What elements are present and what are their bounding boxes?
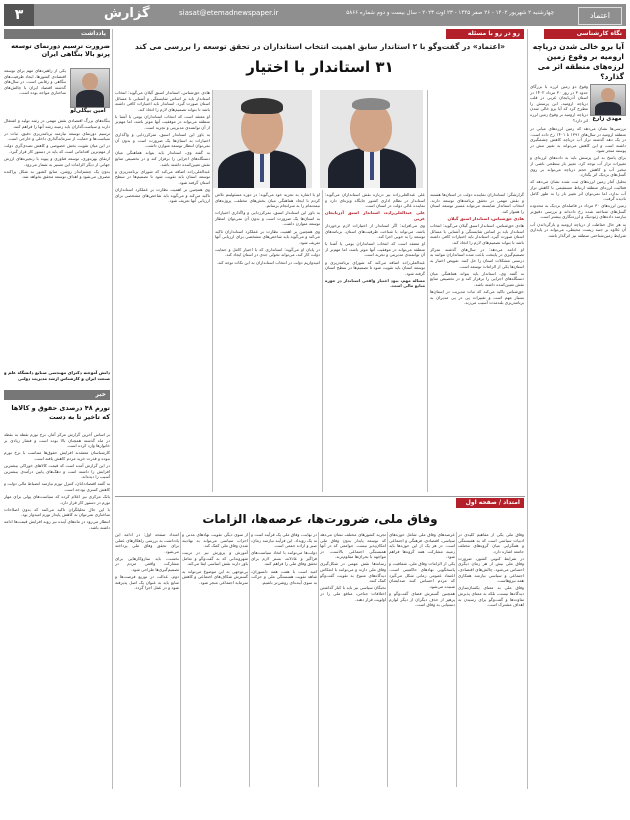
paragraph: نخبگان سیاسی نیز باید با کنار گذاشتن اختلافات جناحی، منافع ملی را در اولویت قرار دهند. bbox=[320, 585, 386, 602]
bottom-article-col-6 bbox=[115, 532, 179, 787]
paragraph: بی‌توجهی به این موضوع می‌تواند به گسترش شکاف‌های اجتماعی و کاهش سرمایه اجتماعی منجر شود. bbox=[182, 568, 248, 585]
paragraph: وی همچنین بر اهمیت نظارت بر عملکرد استانداران تاکید می‌کند و می‌گوید باید شاخص‌های مشخصی برای ارزیابی آنها تعریف شود. bbox=[115, 187, 210, 204]
paragraph: بدون یک چشم‌انداز روشن، منابع کشور به شکل پراکنده مصرف می‌شود و اهداف توسعه محقق نخواهد شد. bbox=[4, 168, 110, 180]
paragraph: از سوی دیگر، تقویت نهادهای مدنی و احزاب سیاسی می‌تواند به نهادینه شدن وفاق ملی کمک کند. bbox=[182, 532, 248, 549]
site-address[interactable]: siasat@etemadnewspaper.ir bbox=[179, 9, 279, 17]
right-column-body bbox=[530, 126, 626, 784]
paragraph: به باور این استاندار اسبق، تمرکززدایی و واگذاری اختیارات به استان‌ها یک ضرورت است و بدون آن نمی‌توان انتظار توسعه متوازن داشت. bbox=[115, 132, 210, 149]
column-divider bbox=[427, 90, 428, 492]
bottom-article-col-5 bbox=[182, 532, 248, 787]
left-column-strip: یادداشت bbox=[4, 29, 110, 39]
paragraph: ترسیم دورنمای توسعه نیازمند برنامه‌ریزی دقیق، ثبات در سیاست‌ها و حمایت از سرمایه‌گذاری داخلی و خارجی است. bbox=[4, 130, 110, 142]
column-divider bbox=[318, 532, 319, 787]
news-headline: تورم ۴۸ درصدی حقوق و کالاها که تاخیر تا به دست bbox=[11, 404, 110, 421]
paragraph: او ادامه می‌دهد: در سال‌های گذشته تمرکز تصمیم‌گیری در پایتخت باعث شده استانداران نتوانند به درستی مشکلات استان را حل کنند. تفویض اختیار به استان‌ها یکی از الزامات توسعه است. bbox=[430, 246, 524, 269]
paragraph: عبدالعلی‌زاده اضافه می‌کند که شورای برنامه‌ریزی و توسعه استان باید تقویت شود تا تصمیم‌ها در سطح استان گرفته شود. bbox=[325, 259, 425, 276]
paragraph: آموزش و پرورش نیز در تربیت شهروندانی که به گفت‌وگو و تعامل باور دارند نقش اساسی ایفا می‌کند. bbox=[182, 550, 248, 567]
paragraph: رسانه‌ها نقش مهمی در شکل‌گیری وفاق ملی دارند و می‌توانند با انعکاس دیدگاه‌های متنوع به تقویت گفت‌وگو کمک کنند. bbox=[320, 561, 386, 584]
paragraph: بررسی‌ها نشان می‌دهد که زمین لرزه‌های میانی در منطقه ارومیه در سال‌های ۱۳۹۱ تا ۱۴۰۱ رخ داده است. در یک دهه گذشته تراز آب دریاچه کاهش چشمگیری داشته است و این کاهش می‌تواند به تغییر تنش در پوسته منجر شود. bbox=[530, 126, 626, 154]
paragraph: به گفته وی، استاندار باید بتواند هماهنگی میان دستگاه‌های اجرایی را برقرار کند و در تخصیص منابع نقش تعیین‌کننده داشته باشد. bbox=[430, 270, 524, 287]
paragraph: کارشناسان معتقدند افزایش حقوق‌ها متناسب با نرخ تورم نبوده و قدرت خرید مردم کاهش یافته است. bbox=[4, 450, 110, 461]
paragraph: ارتقای بهره‌وری، توسعه فناوری و پیوند با زنجیره‌های ارزش جهانی از دیگر الزامات این مسیر به شمار می‌رود. bbox=[4, 156, 110, 167]
column-divider bbox=[249, 532, 250, 787]
bottom-article-headline: وفاق ملی، ضرورت‌ها، عرصه‌ها، الزامات bbox=[202, 512, 438, 526]
right-column-strip: نگاه کارشناسی bbox=[544, 29, 626, 39]
left-column-note: دانش آموخته دکترای مهندسی صنایع دانشگاه علم و صنعت ایران و کارشناس ارشد مدیریت دولتی bbox=[4, 370, 110, 381]
official-photo-left bbox=[212, 90, 312, 188]
paragraph: دوم، عدالت در توزیع فرصت‌ها و منابع باید به عنوان یک اصل پذیرفته شود و در عمل اجرا گردد. bbox=[115, 574, 179, 591]
section-title: گزارش bbox=[104, 6, 150, 21]
main-article-kicker: «اعتماد» در گفت‌وگو با ۲ استاندار سابق اهمیت انتخاب استانداران در تحقق توسعه را بررسی می کند bbox=[134, 42, 506, 51]
paragraph: به باور این استاندار اسبق، تمرکززدایی و واگذاری اختیارات به استان‌ها یک ضرورت است و بدون آن نمی‌توان انتظار توسعه متوازن داشت. bbox=[215, 210, 320, 227]
paragraph: همچنین گسترش فضای گفت‌وگو و پرهیز از حذف دیگران از دیگر لوازم دستیابی به وفاق است. bbox=[389, 590, 455, 608]
paragraph: به هر حال حفاظت از دریاچه ارومیه و بازگرداندن آب آن علاوه بر جنبه زیست محیطی، می‌تواند در پایداری شرایط زمین‌شناختی منطقه نیز اثرگذار باشد. bbox=[530, 221, 626, 238]
paragraph: دولت‌ها می‌توانند با اتخاذ سیاست‌های فراگیر و عادلانه، بستر لازم برای تحقق وفاق ملی را فراهم کنند. bbox=[251, 550, 317, 567]
left-column-body bbox=[4, 118, 110, 368]
page-number: ۳ bbox=[4, 4, 34, 26]
right-column-headline: آیا برو خالی شدن دریاچه ارومیه بر وقوع زمین لرزه‌های منطقه اثر می گذارد؟ bbox=[532, 42, 624, 81]
official-photo-right bbox=[320, 90, 423, 188]
paragraph: به گفته اقتصاددانان، کنترل تورم نیازمند انضباط مالی دولت و کاهش کسری بودجه است. bbox=[4, 481, 110, 492]
paragraph: در شرایط کنونی کشور، ضرورت وفاق ملی بیش از هر زمان دیگری احساس می‌شود. چالش‌های اقتصادی، اجتماعی و سیاسی نیازمند همکاری همه نیروهاست. bbox=[458, 555, 524, 584]
author-avatar-left bbox=[70, 68, 110, 108]
column-divider bbox=[387, 532, 388, 787]
column-divider bbox=[212, 90, 213, 492]
author-avatar-right bbox=[590, 84, 626, 116]
paragraph: زمین لرزه‌های ۳۰ مرداد در فاصله‌ای نزدیک به محدوده گسل‌های شناخته شده رخ داده‌اند و بررسی دقیق‌تر نیازمند داده‌های ژئودتیک و لرزه‌نگاری بیشتر است. bbox=[530, 203, 626, 220]
left-column-author: امین بیگلی‌لو bbox=[70, 108, 106, 114]
bottom-article-strip: امتداد / صفحه اول bbox=[456, 498, 524, 508]
paragraph: وقوع دو زمین لرزه با بزرگای حدود ۳ در روز ۳۰ مرداد ۱۴۰۲ در استان آذربایجان غربی در قلب دریاچه ارومیه، این پرسش را مطرح کرد که آیا برو خالی شدن دریاچه ارومیه بر وقوع زمین لرزه اثر دارد؟ bbox=[530, 84, 588, 123]
paragraph: تجربه کشورهای مختلف نشان می‌دهد که توسعه پایدار بدون وفاق ملی امکان‌پذیر نیست. جوامعی که در آنها همبستگی اجتماعی بالاست، در مواجهه با بحران‌ها مقاوم‌ترند. bbox=[320, 532, 386, 560]
main-article-col-2 bbox=[325, 192, 425, 492]
date-line: چهارشنبه ۲ شهریور ۱۴۰۲ - ۲۶ صفر ۱۴۴۵ - ۲۳ اوت ۲۰۲۳ - سال بیست و دوم شماره ۵۸۶۶ bbox=[346, 10, 554, 16]
paragraph: امیدواریم دولت در انتخاب استانداران به این نکات توجه کند. bbox=[216, 259, 320, 265]
column-divider bbox=[112, 29, 113, 789]
left-column-intro bbox=[4, 68, 66, 116]
left-column-headline: ضرورت ترسیم دورنمای توسعه پرتو بالا بنگاهی ایران bbox=[11, 42, 110, 58]
main-article-strip: رو در رو با مسئله bbox=[446, 29, 524, 39]
paragraph: هادی حق‌شناس، استاندار اسبق گیلان می‌گوید: انتخاب استاندار باید بر اساس شایستگی و آشنایی با مسائل استان صورت گیرد. استاندار باید اختیارات کافی داشته باشد تا بتواند تصمیم‌های لازم را اتخاذ کند. bbox=[115, 90, 210, 112]
column-divider bbox=[322, 190, 323, 492]
bottom-article-col-2 bbox=[389, 532, 455, 787]
paragraph: بر اساس آخرین گزارش مرکز آمار، نرخ تورم نقطه به نقطه در ماه گذشته همچنان بالا بوده است و فشار زیادی بر خانوارها وارد کرده است. bbox=[4, 432, 110, 449]
main-article-col-1 bbox=[430, 192, 524, 492]
paragraph: بنگاه‌های بزرگ اقتصادی نقش مهمی در رشد تولید و اشتغال دارند و سیاست‌گذاران باید زمینه رشد آنها را فراهم کنند. bbox=[4, 118, 110, 129]
main-article-col-4 bbox=[115, 90, 210, 492]
section-divider bbox=[115, 496, 525, 497]
paragraph: یکی از الزامات وفاق ملی، شفافیت و پاسخگویی نهادهای حاکمیتی است. اعتماد عمومی زمانی شکل می‌گیرد که مردم احساس کنند صدایشان شنیده می‌شود. bbox=[389, 561, 455, 589]
paragraph: برای پاسخ به این پرسش باید به داده‌های لرزه‌ای و تغییرات تراز آب توجه کرد. تغییر بار سطحی ناشی از تبخیر آب و کاهش حجم دریاچه می‌تواند بر روی گسل‌های نزدیک اثر بگذارد. bbox=[530, 155, 626, 178]
column-divider bbox=[456, 532, 457, 787]
main-article-col-3 bbox=[215, 192, 320, 492]
paragraph: بانک مرکزی نیز اعلام کرده که سیاست‌های پولی برای مهار تورم در دستور کار قرار دارد. bbox=[4, 493, 110, 505]
paragraph: به گفته وی، استاندار باید بتواند هماهنگی میان دستگاه‌های اجرایی را برقرار کند و در تخصیص منابع نقش تعیین‌کننده داشته باشد. bbox=[115, 150, 210, 167]
main-article-headline: ۳۱ استاندار با اختیار bbox=[246, 58, 394, 76]
paragraph: امتداد صفحه اول: در ادامه این یادداشت به بررسی راهکارهای عملی برای تحقق وفاق ملی پرداخته می‌شود. bbox=[115, 532, 179, 554]
paragraph: امید است با همت همه دلسوزان، شاهد تقویت همبستگی ملی و حرکت به سوی آینده‌ای روشن‌تر باشیم. bbox=[251, 568, 317, 585]
paragraph: با این حال تحلیلگران تاکید می‌کنند که بدون اصلاحات ساختاری نمی‌توان به کاهش پایدار تورم امیدوار بود. bbox=[4, 506, 110, 518]
page-header bbox=[4, 4, 626, 26]
paragraph: وی همچنین بر اهمیت نظارت بر عملکرد استانداران تاکید می‌کند و می‌گوید باید شاخص‌های مشخصی برای ارزیابی آنها تعریف شود. bbox=[215, 228, 320, 245]
paragraph: هادی حق‌شناس، استاندار اسبق گیلان می‌گوید: انتخاب استاندار باید بر اساس شایستگی و آشنایی با مسائل استان صورت گیرد. استاندار باید اختیارات کافی داشته باشد تا بتواند تصمیم‌های لازم را اتخاذ کند. bbox=[430, 222, 524, 245]
paragraph: تحلیل آمار زمین لرزه‌های ثبت شده نشان می‌دهد که فعالیت لرزه‌ای منطقه ارتباط مستقیمی با کاهش تراز آب ندارد، اما نمی‌توان اثر تغییر بار را به طور کامل نادیده گرفت. bbox=[530, 179, 626, 202]
bottom-article-col-3 bbox=[320, 532, 386, 787]
paragraph: او معتقد است که انتخاب استانداران بومی یا آشنا با منطقه می‌تواند در موفقیت آنها موثر باشد، اما مهم‌تر از آن توانمندی مدیریتی و تجربه است. bbox=[115, 113, 210, 131]
bottom-article-col-1 bbox=[458, 532, 524, 787]
paragraph: در این گزارش آمده است که قیمت کالاهای خوراکی بیشترین افزایش را داشته است و دهک‌های پایین درآمدی بیشترین آسیب را دیده‌اند. bbox=[4, 462, 110, 480]
right-column-author: مهدی زارع bbox=[592, 116, 622, 122]
right-column-intro bbox=[530, 84, 588, 124]
paragraph: در پایان او می‌گوید: استانداری که با اختیار کامل و حمایت دولت کار کند، می‌تواند تحولی جدی در استان ایجاد کند. bbox=[215, 246, 320, 258]
column-divider bbox=[180, 532, 181, 787]
paragraph: وی می‌افزاید: اگر استاندار از اختیارات لازم برخوردار باشد، می‌تواند با شناخت ظرفیت‌های استان، برنامه‌های توسعه را به خوبی اجرا کند. bbox=[325, 222, 425, 240]
byline: علی عبدالعلی‌زاده، استاندار اسبق آذربایجان غربی bbox=[325, 210, 425, 221]
paragraph: علی عبدالعلی‌زاده نیز درباره نقش استانداران می‌گوید: استاندار در نظام اداری کشور جایگاه ویژه‌ای دارد و نماینده عالی دولت در استان است. bbox=[325, 192, 425, 209]
paragraph: نخست، باید سازوکارهایی برای مشارکت واقعی مردم در تصمیم‌گیری‌ها طراحی شود. bbox=[115, 555, 179, 573]
paragraph: یکی از راهبردهای مهم برای توسعه اقتصادی کشورها، ایجاد ظرفیت‌های بنگاهی و رقابتی است. در سال‌های گذشته اقتصاد ایران با چالش‌های ساختاری مواجه بوده است. bbox=[4, 68, 66, 96]
paragraph: او با اشاره به تجربه خود می‌گوید: در دوره مسئولیتم تلاش کردم با ایجاد هماهنگی میان بخش‌های مختلف، پروژه‌های نیمه‌تمام را به سرانجام برسانم. bbox=[215, 192, 320, 209]
paragraph: وفاق ملی یکی از مفاهیم کلیدی در ادبیات سیاسی است که به همبستگی و همگرایی میان گروه‌های مختلف جامعه اشاره دارد. bbox=[458, 532, 524, 554]
paragraph: گزارشگر: استانداران نماینده دولت در استان‌ها هستند و نقش مهمی در تحقق برنامه‌های توسعه دارند. انتخاب استاندار شایسته می‌تواند مسیر توسعه استان را هموار کند. bbox=[430, 192, 524, 214]
bottom-article-col-4 bbox=[251, 532, 317, 787]
paragraph: عرصه‌های وفاق ملی شامل حوزه‌های سیاسی، اقتصادی، فرهنگی و اجتماعی است. در هر یک از این حوزه‌ها باید زمینه مشارکت همه گروه‌ها فراهم شود. bbox=[389, 532, 455, 560]
newspaper-logo: اعتماد bbox=[578, 7, 622, 25]
left-column-strip-2: خبر bbox=[4, 390, 110, 400]
news-body bbox=[4, 432, 110, 787]
paragraph: در نهایت، وفاق ملی یک فرآیند است و نه یک رویداد. این فرآیند نیازمند زمان، صبر و اراده جمعی است. bbox=[251, 532, 317, 549]
paragraph: عبدالعلی‌زاده اضافه می‌کند که شورای برنامه‌ریزی و توسعه استان باید تقویت شود تا تصمیم‌ها در سطح استان گرفته شود. bbox=[115, 168, 210, 185]
paragraph: مساله مهم، نبود اختیار واقعی استاندار در حوزه منابع مالی است. bbox=[325, 277, 425, 289]
byline: هادی حق‌شناس، استاندار اسبق گیلان bbox=[447, 215, 524, 221]
paragraph: حق‌شناس تاکید می‌کند که ثبات مدیریت در استان‌ها بسیار مهم است و تغییرات پی در پی مدیران به برنامه‌ریزی بلندمدت آسیب می‌زند. bbox=[430, 289, 524, 306]
paragraph: او معتقد است که انتخاب استانداران بومی یا آشنا با منطقه می‌تواند در موفقیت آنها موثر باشد، اما مهم‌تر از آن توانمندی مدیریتی و تجربه است. bbox=[325, 241, 425, 258]
paragraph: وفاق ملی به معنای یکسان‌سازی دیدگاه‌ها نیست، بلکه به معنای پذیرش تفاوت‌ها و گفت‌وگو برای رسیدن به اهداف مشترک است. bbox=[458, 585, 524, 608]
paragraph: انتظار می‌رود در ماه‌های آینده نیز روند افزایش قیمت‌ها ادامه داشته باشد. bbox=[4, 519, 110, 530]
paragraph: در این میان تقویت بخش خصوصی و کاهش تصدی‌گری دولت از مهم‌ترین اقداماتی است که باید در دستور کار قرار گیرد. bbox=[4, 143, 110, 154]
column-divider bbox=[527, 29, 528, 789]
